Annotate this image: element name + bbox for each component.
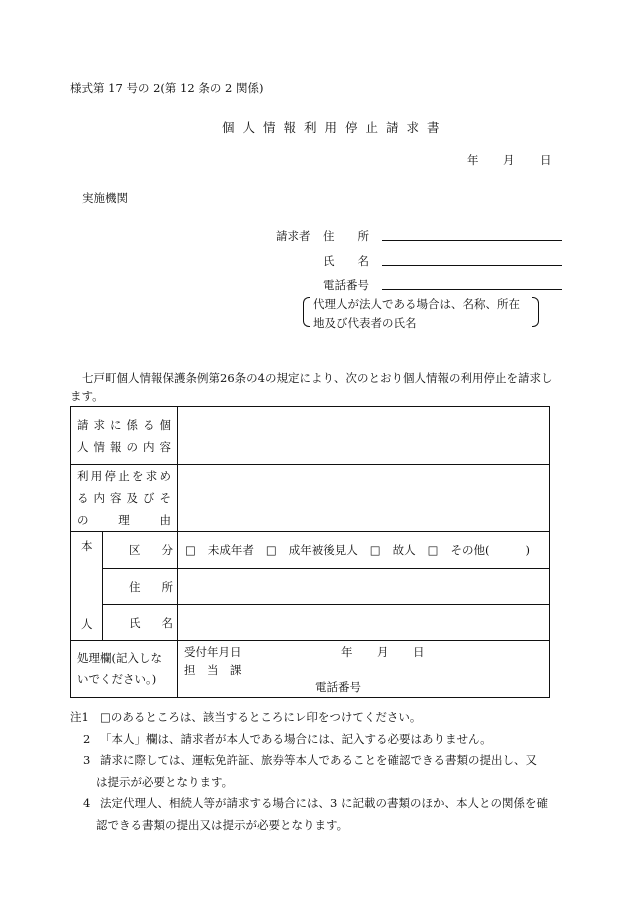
received-month: 月 (377, 645, 389, 659)
honnin-cell (71, 532, 103, 641)
honnin-name-field[interactable] (178, 605, 550, 641)
note-text: 請求に際しては、運転免許証、旅券等本人であることを確認できる書類の提出し、又 (100, 753, 537, 767)
requester-phone-line[interactable] (382, 289, 562, 290)
row1-label-line1: 請 求 に 係 る 個 (77, 417, 171, 432)
note-4 (70, 793, 570, 836)
note-3 (70, 750, 570, 793)
agency-label: 実施機関 (82, 191, 128, 205)
processing-label-line1: 処理欄(記入しな (77, 651, 162, 665)
row2-label-line3: の 理 由 (77, 513, 171, 527)
option-other-label: その他( (450, 543, 490, 557)
note-bracket-right (532, 297, 539, 327)
note-2 (70, 729, 570, 751)
requester-address-line[interactable] (382, 240, 562, 241)
checkbox-other[interactable]: □ (427, 543, 439, 557)
honnin-name-label: 氏 名 (103, 605, 178, 641)
note-1 (70, 707, 570, 729)
table-row (71, 532, 550, 569)
table-row (71, 407, 550, 465)
requester-label: 請求者 (276, 229, 311, 243)
intro-line2: ます。 (70, 389, 104, 403)
note-num: 4 (83, 796, 91, 810)
request-table (70, 406, 550, 698)
received-year: 年 (341, 645, 353, 659)
honnin-address-label: 住 所 (103, 569, 178, 605)
row2-label-line2: る 内 容 及 び そ (77, 491, 171, 505)
row2-label-line1: 利 用 停 止 を 求 め (77, 469, 171, 483)
note-num: 3 (83, 753, 91, 767)
requester-phone-label: 電話番号 (323, 278, 369, 292)
note-num: 注1 (70, 710, 89, 724)
kubun-label: 区 分 (103, 532, 178, 569)
honnin-char-top: 本 (81, 539, 93, 553)
date-year: 年 (467, 153, 479, 167)
corp-note-line2: 地及び代表者の氏名 (313, 316, 417, 330)
table-row (71, 605, 550, 641)
note-text: 法定代理人、相続人等が請求する場合には、3 に記載の書類のほか、本人との関係を確 (100, 796, 548, 810)
requester-address-label: 住 所 (323, 229, 369, 243)
honnin-char-bottom: 人 (81, 617, 93, 631)
note-text: 認できる書類の提出又は提示が必要となります。 (96, 817, 349, 832)
checkbox-minor[interactable]: □ (185, 543, 196, 557)
row1-label-line2: 人 情 報 の 内 容 (77, 439, 171, 454)
option-minor-label: 未成年者 (207, 543, 254, 557)
option-deceased-label: 故人 (392, 543, 416, 557)
option-other-close: ) (525, 543, 530, 557)
date-month: 月 (503, 153, 515, 167)
processing-label-line2: いでください。) (77, 672, 157, 686)
table-row (71, 465, 550, 532)
content-field[interactable] (178, 407, 550, 465)
checkbox-adult-ward[interactable]: □ (265, 543, 277, 557)
table-row (71, 569, 550, 605)
processing-label (71, 641, 178, 698)
requester-name-label: 氏 名 (323, 254, 369, 268)
intro-line1: 七戸町個人情報保護条例第26条の4の規定により、次のとおり個人情報の利用停止を請求し (82, 371, 553, 385)
reason-field[interactable] (178, 465, 550, 532)
page-title: 個人情報利用停止請求書 (222, 120, 448, 135)
received-date-label: 受付年月日 (184, 645, 242, 659)
honnin-address-field[interactable] (178, 569, 550, 605)
form-number: 様式第 17 号の 2(第 12 条の 2 関係) (70, 81, 264, 95)
date-day: 日 (540, 153, 552, 167)
kubun-options (178, 532, 550, 569)
note-text: 「本人」欄は、請求者が本人である場合には、記入する必要はありません。 (100, 731, 492, 746)
note-text: は提示が必要となります。 (96, 774, 234, 789)
note-num: 2 (83, 731, 91, 746)
corp-note-line1: 代理人が法人である場合は、名称、所在 (313, 297, 520, 311)
option-adult-ward-label: 成年被後見人 (288, 543, 358, 557)
row-label-reason (71, 465, 178, 532)
department-label: 担 当 課 (184, 663, 242, 677)
table-row (71, 641, 550, 698)
received-day: 日 (413, 645, 425, 659)
processing-field (178, 641, 550, 698)
note-text: □のあるところは、該当するところにレ印をつけてください。 (100, 710, 422, 724)
notes (70, 707, 570, 836)
processing-phone-label: 電話番号 (315, 680, 361, 694)
requester-name-line[interactable] (382, 265, 562, 266)
checkbox-deceased[interactable]: □ (369, 543, 381, 557)
row-label-content (71, 407, 178, 465)
note-bracket-left (303, 297, 310, 327)
